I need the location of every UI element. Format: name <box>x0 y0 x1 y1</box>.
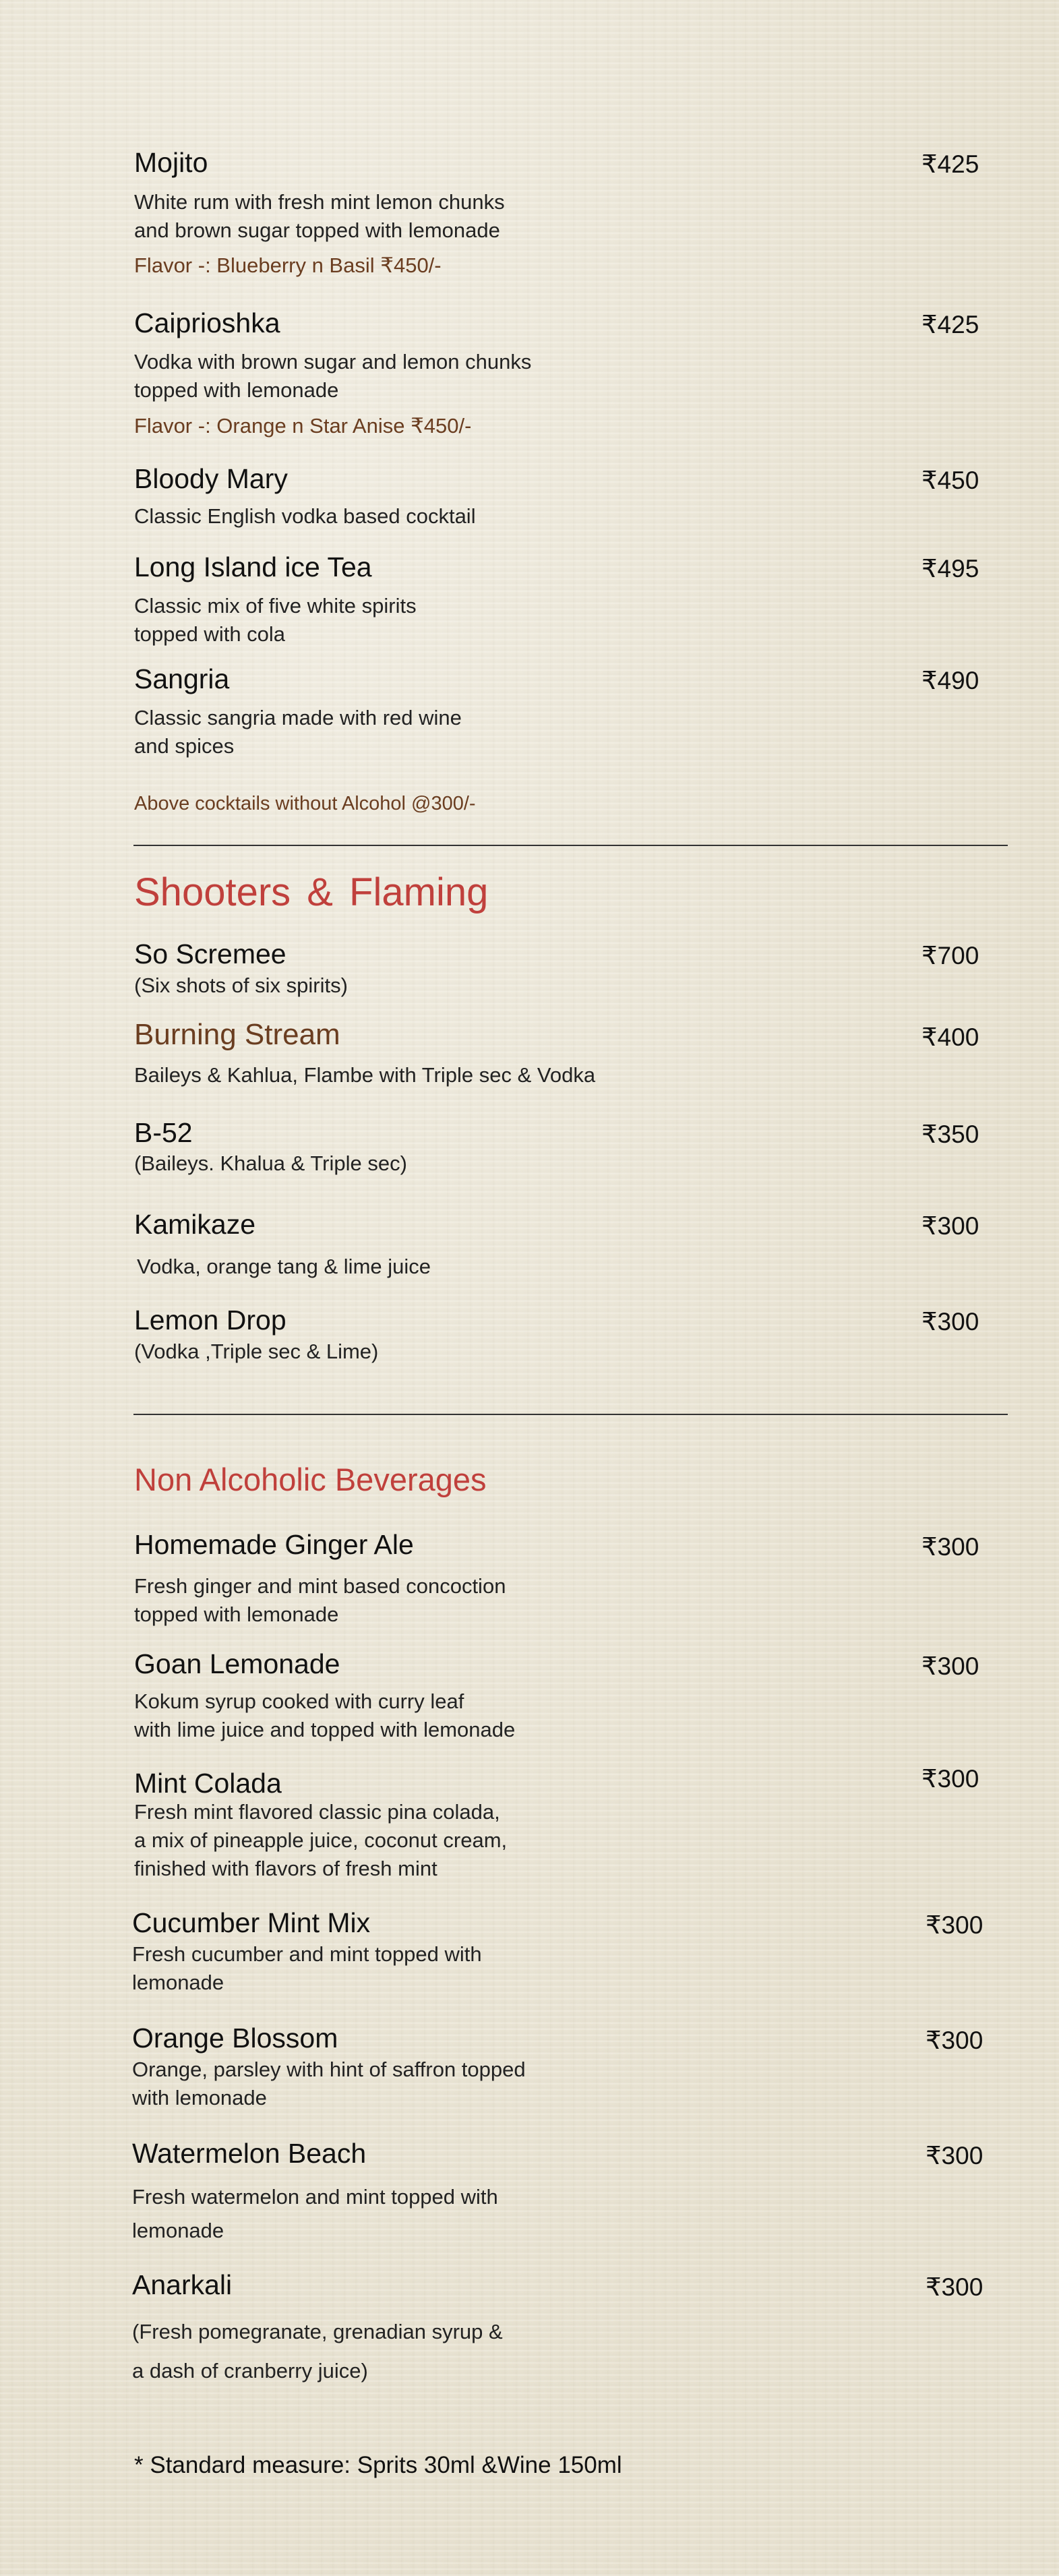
item-price-long-island-ice-tea: ₹495 <box>921 555 979 582</box>
item-name-sangria: Sangria <box>134 663 230 694</box>
item-desc-sangria: Classic sangria made with red wine and spices <box>134 706 462 758</box>
item-name-b-52: B-52 <box>134 1117 193 1148</box>
item-name-so-scremee: So Scremee <box>134 938 286 969</box>
item-desc-so-scremee: (Six shots of six spirits) <box>134 974 348 997</box>
item-desc-b-52: (Baileys. Khalua & Triple sec) <box>134 1151 407 1175</box>
cocktails-note: Above cocktails without Alcohol @300/- <box>134 793 476 814</box>
item-desc-cucumber-mint-mix: Fresh cucumber and mint topped with lemonade <box>132 1942 482 1994</box>
item-name-lemon-drop: Lemon Drop <box>134 1305 286 1336</box>
item-desc-caiprioshka: Vodka with brown sugar and lemon chunks topped with lemonade <box>134 350 532 402</box>
item-desc-watermelon-beach: Fresh watermelon and mint topped with lemonade <box>132 2185 498 2242</box>
item-flavor-caiprioshka: Flavor -: Orange n Star Anise ₹450/- <box>134 414 472 438</box>
item-desc-burning-stream: Baileys & Kahlua, Flambe with Triple sec & Vodka <box>134 1063 596 1087</box>
item-name-homemade-ginger-ale: Homemade Ginger Ale <box>134 1529 414 1560</box>
item-price-burning-stream: ₹400 <box>921 1023 979 1051</box>
section-heading-non-alcoholic: Non Alcoholic Beverages <box>134 1462 487 1497</box>
item-name-bloody-mary: Bloody Mary <box>134 463 288 494</box>
item-name-cucumber-mint-mix: Cucumber Mint Mix <box>132 1907 371 1938</box>
item-desc-goan-lemonade: Kokum syrup cooked with curry leaf with lime juice and topped with lemonade <box>134 1689 516 1741</box>
item-name-mint-colada: Mint Colada <box>134 1768 282 1799</box>
item-price-kamikaze: ₹300 <box>921 1212 979 1240</box>
item-price-bloody-mary: ₹450 <box>921 467 979 494</box>
item-name-long-island-ice-tea: Long Island ice Tea <box>134 551 372 582</box>
item-name-mojito: Mojito <box>134 147 208 178</box>
item-price-watermelon-beach: ₹300 <box>926 2142 984 2169</box>
item-desc-anarkali: (Fresh pomegranate, grenadian syrup & a dash of cranberry juice) <box>132 2320 503 2383</box>
item-price-anarkali: ₹300 <box>926 2273 984 2301</box>
item-price-mint-colada: ₹300 <box>921 1765 979 1793</box>
item-price-cucumber-mint-mix: ₹300 <box>926 1911 984 1939</box>
item-price-mojito: ₹425 <box>921 150 979 178</box>
item-flavor-mojito: Flavor -: Blueberry n Basil ₹450/- <box>134 253 442 277</box>
section-divider <box>133 1414 1008 1415</box>
item-name-orange-blossom: Orange Blossom <box>132 2023 338 2054</box>
standard-measure-note: * Standard measure: Sprits 30ml &Wine 150ml <box>134 2452 622 2478</box>
item-desc-homemade-ginger-ale: Fresh ginger and mint based concoction topped with lemonade <box>134 1574 506 1626</box>
item-desc-mint-colada: Fresh mint flavored classic pina colada, a mix of pineapple juice, coconut cream, finished with flavors of fresh mint <box>134 1800 508 1880</box>
item-name-anarkali: Anarkali <box>132 2269 233 2300</box>
item-price-homemade-ginger-ale: ₹300 <box>921 1533 979 1561</box>
item-desc-mojito: White rum with fresh mint lemon chunks and brown sugar topped with lemonade <box>134 190 505 242</box>
item-price-b-52: ₹350 <box>921 1120 979 1148</box>
item-desc-lemon-drop: (Vodka ,Triple sec & Lime) <box>134 1340 379 1363</box>
item-price-goan-lemonade: ₹300 <box>921 1652 979 1680</box>
item-desc-bloody-mary: Classic English vodka based cocktail <box>134 504 476 528</box>
item-desc-kamikaze: Vodka, orange tang & lime juice <box>137 1255 431 1278</box>
item-price-sangria: ₹490 <box>921 667 979 694</box>
item-name-goan-lemonade: Goan Lemonade <box>134 1648 340 1679</box>
item-name-burning-stream: Burning Stream <box>134 1018 340 1051</box>
item-price-so-scremee: ₹700 <box>921 942 979 969</box>
item-desc-long-island-ice-tea: Classic mix of five white spirits topped with cola <box>134 594 417 646</box>
item-name-kamikaze: Kamikaze <box>134 1209 256 1240</box>
item-price-orange-blossom: ₹300 <box>926 2027 984 2054</box>
item-desc-orange-blossom: Orange, parsley with hint of saffron topped with lemonade <box>132 2058 526 2109</box>
item-price-lemon-drop: ₹300 <box>921 1308 979 1336</box>
item-name-caiprioshka: Caiprioshka <box>134 307 280 338</box>
section-heading-shooters: Shooters & Flaming <box>134 870 489 914</box>
item-name-watermelon-beach: Watermelon Beach <box>132 2138 367 2169</box>
item-price-caiprioshka: ₹425 <box>921 311 979 338</box>
section-divider <box>133 845 1008 846</box>
